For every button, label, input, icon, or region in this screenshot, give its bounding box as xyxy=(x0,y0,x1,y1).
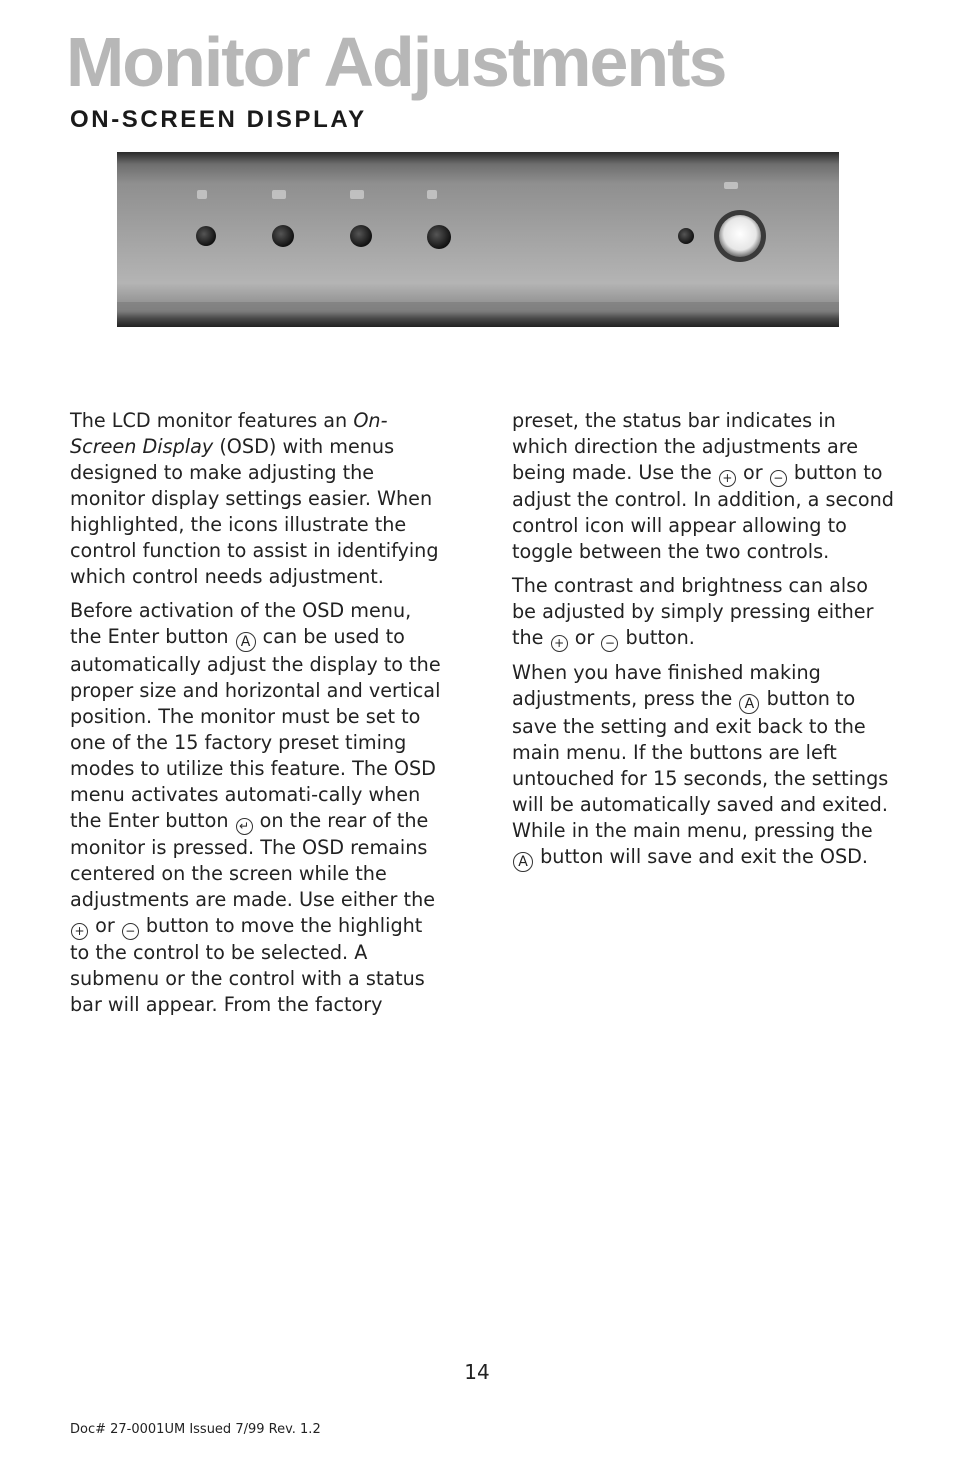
enter-icon: ↵ xyxy=(236,818,253,835)
paragraph-status-bar: preset, the status bar indicates in which direction the adjustments are being made. Use the + or − button to adjust the control. In addition, a second control icon will appear allowing to toggle between the two controls. xyxy=(512,409,894,563)
auto-adjust-icon: A xyxy=(236,632,256,652)
paragraph-save-exit: When you have finished making adjustments, press the A button to save the setting and exit back to the main menu. If the buttons are left untouched for 15 seconds, the settings will be automatically saved and exited. While in the main menu, pressing the A button will save and exit the OSD. xyxy=(512,661,889,870)
paragraph-osd-intro: The LCD monitor features an On-Screen Display (OSD) with menus designed to make adjusting the monitor display settings easier. When highlighted, the icons illustrate the control function to assist in identifying which control needs adjustment. xyxy=(70,409,439,588)
plus-icon: + xyxy=(71,923,88,940)
right-column xyxy=(512,408,897,880)
auto-adjust-icon: A xyxy=(513,852,533,872)
page-title: Monitor Adjustments xyxy=(66,23,726,101)
minus-icon: − xyxy=(770,470,787,487)
auto-adjust-icon: A xyxy=(739,694,759,714)
plus-icon: + xyxy=(551,635,568,652)
plus-icon: + xyxy=(719,470,736,487)
left-column xyxy=(70,408,445,1026)
paragraph-osd-activation: Before activation of the OSD menu, the Enter button A can be used to automatically adjust the display to the proper size and horizontal and vertical position. The monitor must be set to one of the 15 factory preset timing modes to utilize this feature. The OSD menu activates automati-cally when the Enter button ↵ on the rear of the monitor is pressed. The OSD remains centered on the screen while the adjustments are made. Use either the + or − button to move the highlight to the control to be selected. A submenu or the control with a status bar will appear. From the factory xyxy=(70,599,441,1016)
minus-icon: − xyxy=(122,923,139,940)
page-number: 14 xyxy=(464,1360,490,1384)
monitor-front-panel-photo xyxy=(117,152,839,327)
section-heading: ON-SCREEN DISPLAY xyxy=(70,106,367,133)
paragraph-contrast-brightness: The contrast and brightness can also be adjusted by simply pressing either the + or − button. xyxy=(512,574,874,650)
document-reference: Doc# 27-0001UM Issued 7/99 Rev. 1.2 xyxy=(70,1422,321,1437)
minus-icon: − xyxy=(601,635,618,652)
